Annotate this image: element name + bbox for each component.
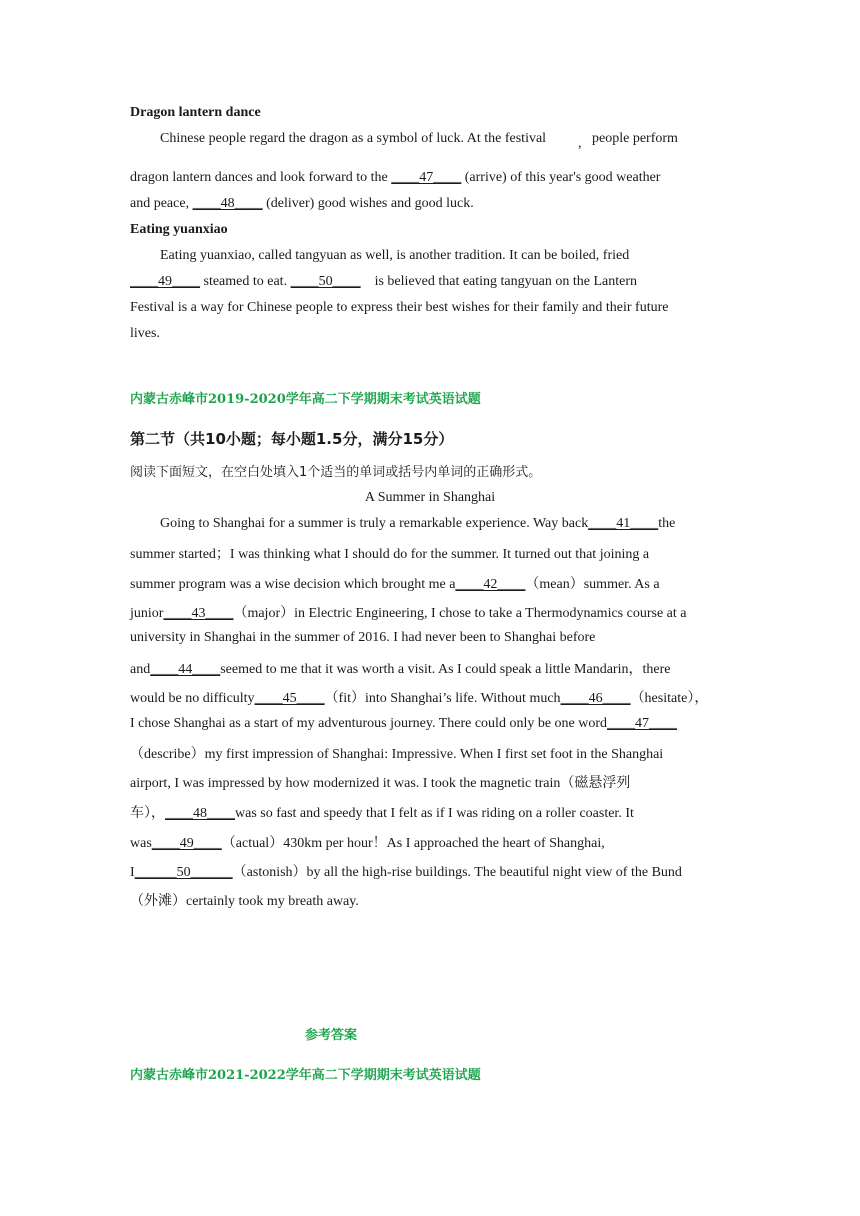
paragraph-line: Chinese people regard the dragon as a symbol of luck. At the festival — [160, 131, 547, 146]
section-title: 第二节（共10小题；每小题1.5分，满分15分） — [130, 430, 454, 448]
paragraph-line: people perform — [592, 131, 678, 146]
blank-43[interactable]: ____43____ — [163, 606, 234, 621]
paragraph-line: Eating yuanxiao, called tangyuan as well, is another tradition. It can be boiled, fried — [160, 248, 630, 263]
blank-48[interactable]: ____48____ — [192, 196, 263, 211]
paragraph-line: lives. — [130, 326, 160, 341]
passage-line: 车），____48____was so fast and speedy that I felt as if I was riding on a roller coaster. It — [130, 806, 634, 821]
blank-48[interactable]: ____48____ — [165, 806, 235, 821]
exam-title-2019-2020: 内蒙古赤峰市2019-2020学年高二下学期期末考试英语试题 — [130, 392, 481, 407]
stray-comma: , — [578, 136, 582, 151]
blank-50[interactable]: ____50____ — [290, 274, 361, 289]
paragraph-line: Festival is a way for Chinese people to express their best wishes for their family and their future — [130, 300, 669, 315]
blank-47[interactable]: ____47____ — [607, 716, 678, 731]
passage-line: university in Shanghai in the summer of 2016. I had never been to Shanghai before — [130, 630, 596, 645]
passage-title: A Summer in Shanghai — [364, 490, 496, 505]
answer-key-heading: 参考答案 — [305, 1028, 358, 1043]
blank-47[interactable]: ____47____ — [391, 170, 462, 185]
heading-dragon-lantern-dance: Dragon lantern dance — [130, 105, 261, 120]
passage-line: （外滩）certainly took my breath away. — [130, 894, 359, 909]
passage-line: （describe）my first impression of Shanghai: Impressive. When I first set foot in the Shanghai — [130, 747, 664, 762]
passage-line: and____44____seemed to me that it was worth a visit. As I could speak a little Mandarin，there — [130, 662, 671, 677]
exam-title-2021-2022: 内蒙古赤峰市2021-2022学年高二下学期期末考试英语试题 — [130, 1068, 481, 1083]
blank-42[interactable]: ____42____ — [455, 577, 526, 592]
blank-41[interactable]: ____41____ — [588, 516, 659, 531]
passage-line: would be no difficulty____45____（fit）into Shanghai’s life. Without much____46____（hesitate）， — [130, 691, 709, 706]
paragraph-line: dragon lantern dances and look forward to the ____47____ (arrive) of this year's good weather — [130, 170, 661, 185]
blank-49[interactable]: ____49____ — [130, 274, 200, 289]
blank-49[interactable]: ____49____ — [151, 836, 222, 851]
paragraph-line: ____49____ steamed to eat. ____50____ is believed that eating tangyuan on the Lantern — [130, 274, 637, 289]
passage-line: summer started；I was thinking what I should do for the summer. It turned out that joining a — [130, 547, 650, 562]
heading-eating-yuanxiao: Eating yuanxiao — [130, 222, 228, 237]
passage-line: I chose Shanghai as a start of my adventurous journey. There could only be one word____47____ — [130, 716, 678, 731]
passage-line: junior____43____（major）in Electric Engineering, I chose to take a Thermodynamics course at a — [130, 606, 687, 621]
passage-line: airport, I was impressed by how modernized it was. I took the magnetic train（磁悬浮列 — [130, 776, 631, 791]
instruction-text: 阅读下面短文，在空白处填入1个适当的单词或括号内单词的正确形式。 — [130, 465, 542, 480]
passage-line: Going to Shanghai for a summer is truly a remarkable experience. Way back____41____the — [160, 516, 676, 531]
blank-50[interactable]: ______50______ — [134, 865, 233, 880]
passage-line: was____49____（actual）430km per hour！As I approached the heart of Shanghai, — [130, 836, 605, 851]
blank-45[interactable]: ____45____ — [254, 691, 325, 706]
passage-line: I______50______（astonish）by all the high-rise buildings. The beautiful night view of the Bund — [130, 865, 682, 880]
paragraph-line: and peace, ____48____ (deliver) good wishes and good luck. — [130, 196, 474, 211]
blank-44[interactable]: ____44____ — [150, 662, 221, 677]
blank-46[interactable]: ____46____ — [560, 691, 631, 706]
passage-line: summer program was a wise decision which brought me a____42____（mean）summer. As a — [130, 577, 660, 592]
